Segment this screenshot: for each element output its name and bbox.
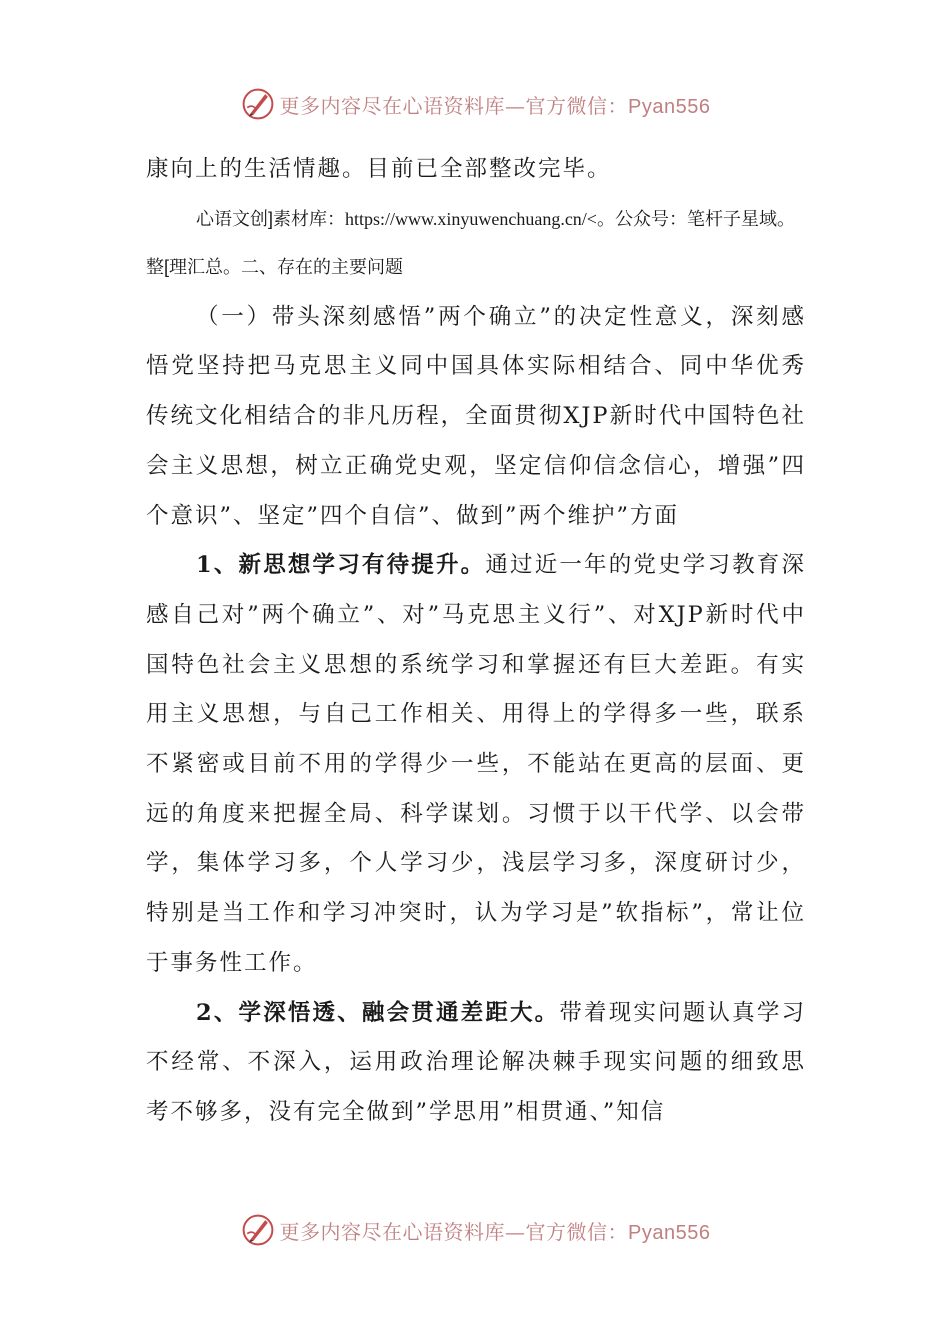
banner-text-cn: 更多内容尽在心语资料库—官方微信： (279, 1219, 629, 1244)
point-2-title: 2、学深悟透、融会贯通差距大。 (196, 999, 560, 1026)
section-heading: （一）带头深刻感悟”两个确立”的决定性意义，深刻感悟党坚持把马克思主义同中国具体实际相结合、同中华优秀传统文化相结合的非凡历程，全面贯彻XJP新时代中国特色社会主义思想，树立正确党史观，坚定信仰信念信心，增强”四个意识”、坚定”四个自信”、做到”两个维护”方面 (146, 303, 806, 529)
banner-wechat-id: Pyan556 (628, 95, 711, 118)
source-prefix: 心语文创]素材库： (196, 208, 346, 229)
paragraph-continued: 康向上的生活情趣。目前已全部整改完毕。 (146, 156, 612, 182)
point-1-body: 通过近一年的党史学习教育深感自己对”两个确立”、对”马克思主义行”、对XJP新时代中国特色社会主义思想的系统学习和掌握还有巨大差距。有实用主义思想，与自己工作相关、用得上的学得多一些，联系不紧密或目前不用的学得少一些，不能站在更高的层面、更远的角度来把握全局、科学谋划。习惯于以干代学、以会带学，集体学习多，个人学习少，浅层学习多，深度研讨少，特别是当工作和学习冲突时，认为学习是”软指标”，常让位于事务性工作。 (146, 552, 806, 976)
source-note (146, 195, 806, 291)
banner-text (280, 90, 711, 119)
banner-text (280, 1216, 711, 1245)
document-body (146, 145, 806, 1138)
footer-banner (0, 1208, 950, 1252)
source-url: https://www.xinyuwenchuang.cn/< (345, 208, 597, 229)
point-1-title: 1、新思想学习有待提升。 (196, 552, 486, 579)
pen-quill-icon (240, 1212, 276, 1248)
banner-wechat-id: Pyan556 (628, 1221, 711, 1244)
header-banner (0, 82, 950, 126)
point-2-body: 带着现实问题认真学习不经常、不深入，运用政治理论解决棘手现实问题的细致思考不够多，没有完全做到”学思用”相贯通、”知信 (146, 999, 806, 1125)
point-1 (146, 541, 806, 988)
pen-quill-icon (240, 86, 276, 122)
banner-text-cn: 更多内容尽在心语资料库—官方微信： (279, 93, 629, 118)
source-suffix: 。公众号：笔杆子星域。整[理汇总。二、存在的主要问题 (146, 208, 795, 277)
point-2 (146, 989, 806, 1138)
